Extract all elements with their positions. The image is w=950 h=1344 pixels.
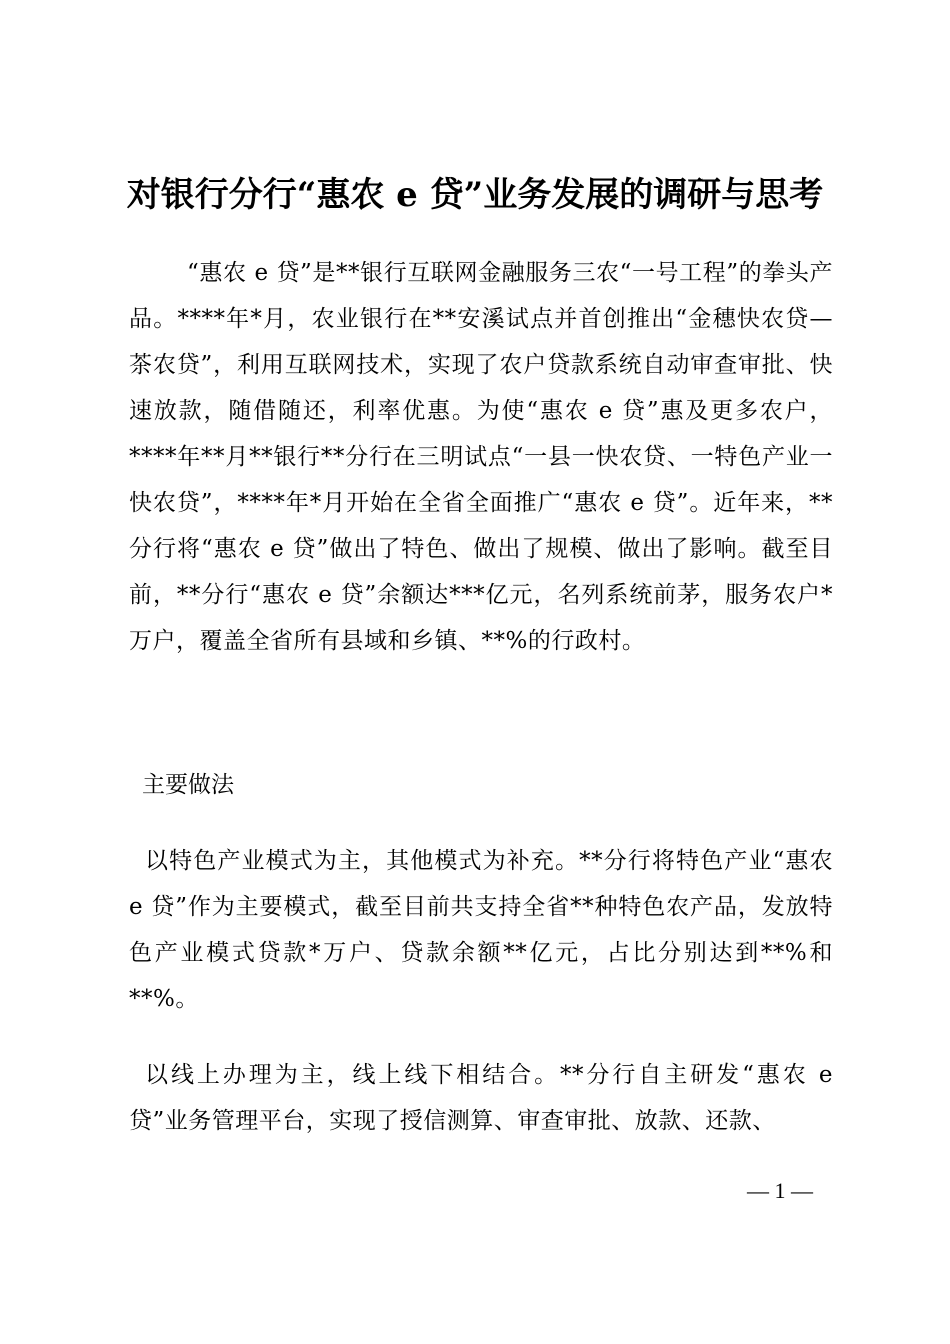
section-heading: 主要做法 bbox=[142, 772, 234, 798]
body-paragraph: 以线上办理为主，线上线下相结合。**分行自主研发“惠农 e 贷”业务管理平台，实现了授信测算、审查审批、放款、还款、 bbox=[129, 1062, 833, 1134]
body-paragraph: 以特色产业模式为主，其他模式为补充。**分行将特色产业“惠农 e 贷”作为主要模式，截至目前共支持全省**种特色农产品，发放特色产业模式贷款*万户、贷款余额**亿元，占比分别达到**%和**%。 bbox=[129, 848, 833, 1012]
page-number: — 1 — bbox=[747, 1178, 813, 1203]
document-title: 对银行分行“惠农 e 贷”业务发展的调研与思考 bbox=[126, 175, 824, 215]
intro-paragraph: “惠农 e 贷”是**银行互联网金融服务三农“一号工程”的拳头产品。****年*月，农业银行在**安溪试点并首创推出“金穗快农贷—茶农贷”，利用互联网技术，实现了农户贷款系统自动审查审批、快速放款，随借随还，利率优惠。为使“惠农 e 贷”惠及更多农户，****年**月**银行**分行在三明试点“一县一快农贷、一特色产业一快农贷”，****年*月开始在全省全面推广“惠农 e 贷”。近年来，**分行将“惠农 e 贷”做出了特色、做出了规模、做出了影响。截至目前，**分行“惠农 e 贷”余额达***亿元，名列系统前茅，服务农户*万户，覆盖全省所有县域和乡镇、**%的行政村。 bbox=[129, 260, 833, 654]
